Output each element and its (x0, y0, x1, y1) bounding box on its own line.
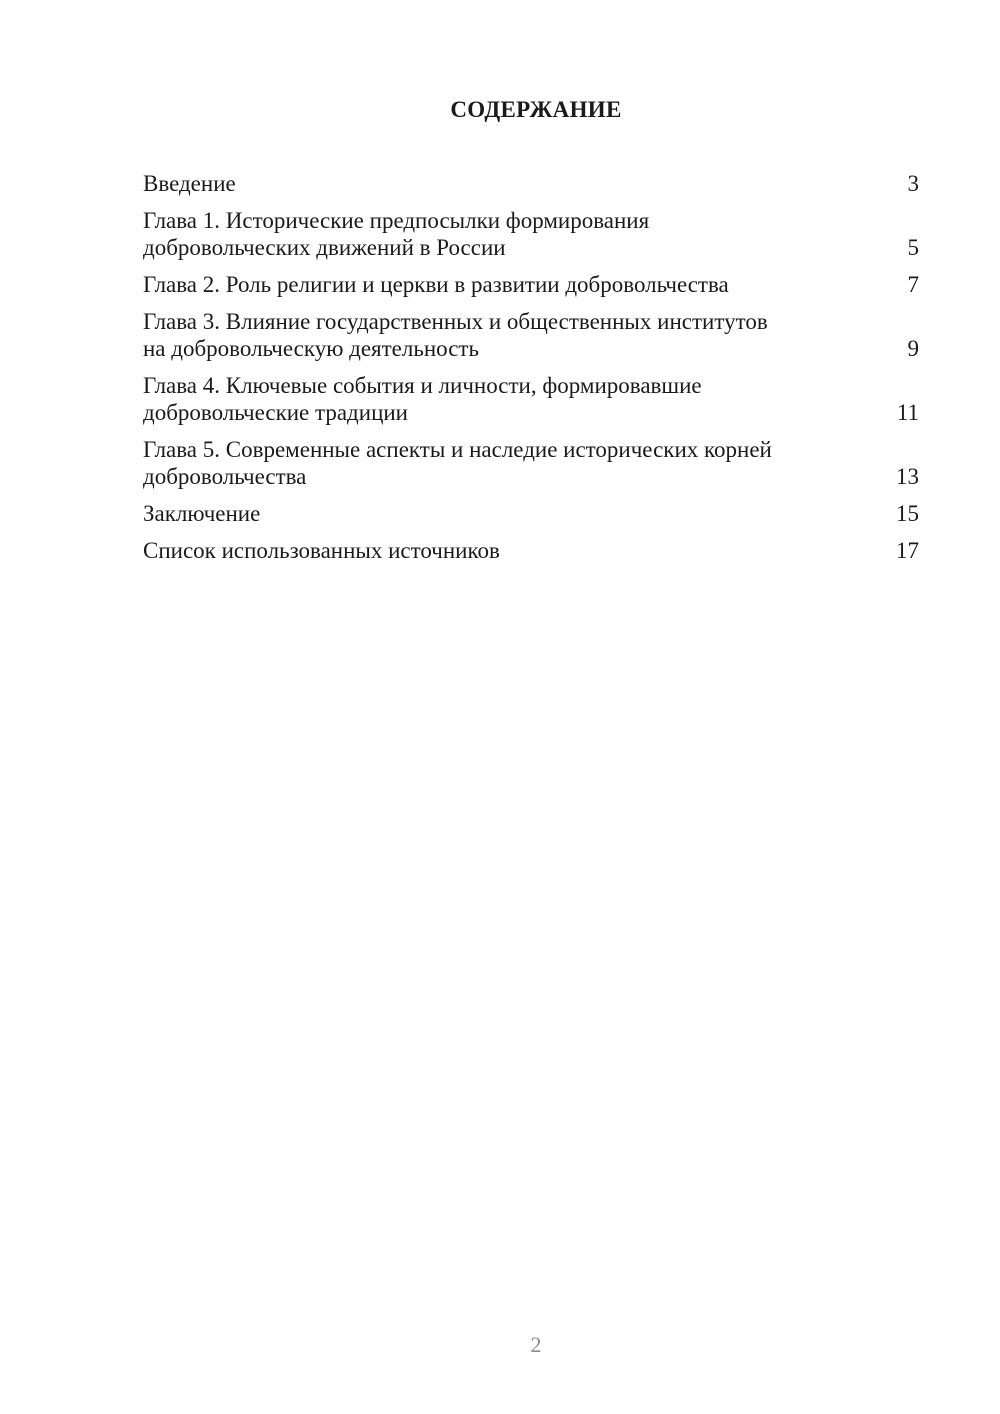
toc-entry-introduction (143, 170, 919, 197)
toc-entry-page: 7 (907, 272, 919, 297)
toc-entry-chapter-4 (143, 372, 919, 426)
toc-entry-chapter-1 (143, 207, 919, 261)
page-number: 2 (530, 1332, 542, 1357)
toc-entry-chapter-2 (143, 271, 919, 298)
toc-entry-title: Глава 5. Современные аспекты и наследие исторических корней добровольчества (143, 437, 772, 489)
toc-entry-chapter-5 (143, 436, 919, 490)
toc-entry-references (143, 537, 919, 564)
toc-entry-page: 5 (907, 235, 919, 260)
toc-entry-page: 11 (896, 400, 919, 425)
toc-entry-title: Глава 4. Ключевые события и личности, формировавшие добровольческие традиции (143, 373, 702, 425)
toc-entry-page: 17 (896, 538, 919, 563)
toc-entry-title: Глава 2. Роль религии и церкви в развитии добровольчества (143, 272, 729, 297)
toc-entry-page: 3 (907, 171, 919, 196)
toc-entry-title: Список использованных источников (143, 538, 500, 563)
toc-entry-title: Глава 3. Влияние государственных и общественных институтов на добровольческую деятельность (143, 309, 768, 361)
toc-entry-page: 15 (896, 501, 919, 526)
toc-entry-conclusion (143, 500, 919, 527)
toc-entry-title: Заключение (143, 501, 261, 526)
toc-entry-page: 9 (907, 336, 919, 361)
toc-entry-page: 13 (896, 464, 919, 489)
toc-entry-title: Глава 1. Исторические предпосылки формирования добровольческих движений в России (143, 208, 650, 260)
toc-entry-title: Введение (143, 171, 236, 196)
page-title: СОДЕРЖАНИЕ (450, 97, 622, 122)
toc-entry-chapter-3 (143, 308, 919, 362)
table-of-contents (143, 170, 919, 574)
